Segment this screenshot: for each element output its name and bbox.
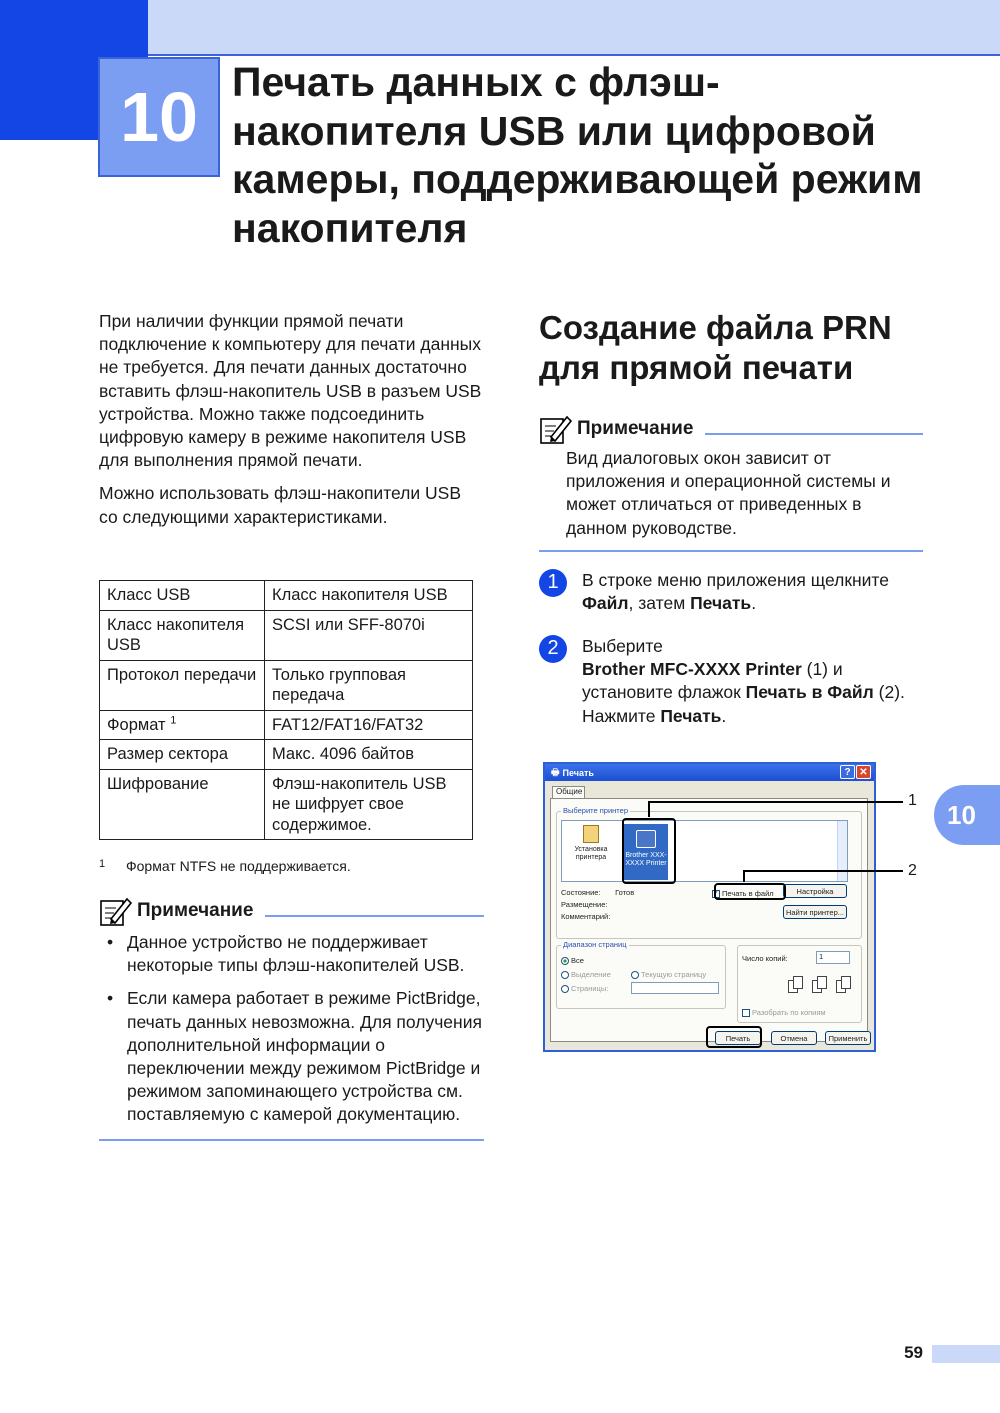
print-button[interactable]: Печать bbox=[715, 1031, 761, 1045]
note-box-left bbox=[99, 895, 484, 1141]
dialog-titlebar bbox=[545, 764, 874, 781]
highlight-printer bbox=[622, 818, 676, 884]
checkbox-checked-icon: ✓ bbox=[713, 890, 719, 898]
step-1 bbox=[539, 569, 927, 615]
add-printer-item[interactable]: Установка принтера bbox=[566, 825, 616, 862]
printer-item-brother[interactable]: Brother XXX-XXXX Printer bbox=[624, 824, 668, 880]
table-cell-value: Класс накопителя USB bbox=[265, 581, 473, 611]
print-to-file-checkbox[interactable]: ✓ Печать в файл bbox=[713, 889, 774, 898]
group-legend: Выберите принтер bbox=[563, 806, 628, 815]
table-row bbox=[100, 610, 473, 660]
table-cell-value: FAT12/FAT16/FAT32 bbox=[265, 710, 473, 740]
menu-print: Печать bbox=[690, 593, 752, 614]
dialog-title: Печать bbox=[562, 767, 594, 778]
list-scrollbar[interactable] bbox=[837, 821, 847, 881]
range-pages-radio[interactable]: Страницы: bbox=[561, 984, 608, 993]
list-item: • Данное устройство не поддерживает некоторые типы флэш-накопителей USB. bbox=[99, 931, 484, 977]
note-header bbox=[99, 895, 484, 927]
step-text: В строке меню приложения щелкните Файл, затем Печать. bbox=[582, 570, 889, 614]
page-range-group bbox=[556, 940, 726, 1009]
callout-line-1-drop bbox=[648, 801, 650, 817]
cancel-button[interactable]: Отмена bbox=[771, 1031, 817, 1045]
table-footnote bbox=[99, 858, 351, 874]
intro-paragraph-1: При наличии функции прямой печати подключение к компьютеру для печати данных не требуется. Для печати данных достаточно вставить флэш-накопитель USB в разъем USB устройства. Можно также подсоединить цифровую камеру в режиме накопителя USB для выполнения прямой печати. bbox=[99, 311, 482, 471]
table-cell-value: Флэш-накопитель USB не шифрует свое содержимое. bbox=[265, 769, 473, 840]
table-cell-label: Размер сектора bbox=[100, 740, 265, 770]
table-cell-label: Класс накопителя USB bbox=[100, 610, 265, 660]
step-number-badge: 1 bbox=[539, 569, 567, 597]
callout-line-1 bbox=[649, 801, 903, 803]
find-printer-button[interactable]: Найти принтер... bbox=[783, 905, 847, 919]
intro-text bbox=[99, 310, 484, 539]
comment-label: Комментарий: bbox=[561, 912, 611, 921]
intro-paragraph-2: Можно использовать флэш-накопители USB со следующими характеристиками. bbox=[99, 483, 462, 527]
close-icon[interactable]: ✕ bbox=[856, 765, 871, 779]
copies-group bbox=[737, 945, 862, 1023]
print-dialog-screenshot bbox=[543, 762, 876, 1052]
help-icon[interactable]: ? bbox=[840, 765, 855, 779]
status-row: Состояние: Готов bbox=[561, 888, 635, 897]
table-row bbox=[100, 660, 473, 710]
note-rule bbox=[265, 915, 484, 917]
range-selection-radio[interactable]: Выделение bbox=[561, 970, 611, 979]
table-cell-label: Класс USB bbox=[100, 581, 265, 611]
highlight-print-button bbox=[706, 1026, 762, 1048]
tab-general[interactable]: Общие bbox=[552, 786, 585, 799]
header-rule bbox=[148, 54, 1000, 56]
note-pencil-icon bbox=[539, 413, 573, 445]
table-row bbox=[100, 581, 473, 611]
list-item: • Если камера работает в режиме PictBridge, печать данных невозможна. Для получения дополнительной информации о переключении между режимом PictBridge и режимом запоминающего устройства см. поставляемую с камерой документацию. bbox=[99, 987, 484, 1126]
note-pencil-icon bbox=[99, 895, 133, 927]
table-row bbox=[100, 710, 473, 740]
collate-checkbox[interactable]: Разобрать по копиям bbox=[742, 1008, 826, 1017]
note-box-right bbox=[539, 413, 923, 552]
callout-line-2-drop bbox=[743, 870, 745, 882]
page-number: 59 bbox=[904, 1343, 923, 1362]
step-number-badge: 2 bbox=[539, 635, 567, 663]
select-printer-group bbox=[556, 806, 862, 939]
usb-spec-table bbox=[99, 580, 473, 840]
header-band bbox=[0, 0, 1000, 55]
range-all-radio[interactable]: Все bbox=[561, 956, 584, 965]
table-cell-label: Шифрование bbox=[100, 769, 265, 840]
printer-name: Brother MFC-XXXX Printer bbox=[582, 659, 802, 680]
printer-icon: 🖶 bbox=[551, 766, 560, 777]
footnote-number: 1 bbox=[99, 858, 106, 870]
range-current-radio[interactable]: Текущую страницу bbox=[631, 970, 706, 979]
print-to-file-label: Печать в Файл bbox=[745, 682, 874, 703]
table-cell-label: Протокол передачи bbox=[100, 660, 265, 710]
table-cell-value: Только групповая передача bbox=[265, 660, 473, 710]
callout-number-2: 2 bbox=[908, 862, 917, 879]
note-bottom-rule bbox=[539, 550, 923, 552]
table-cell-label bbox=[100, 710, 265, 740]
group-legend: Диапазон страниц bbox=[563, 940, 627, 949]
callout-number-1: 1 bbox=[908, 792, 917, 809]
note-list bbox=[99, 931, 484, 1127]
step-2 bbox=[539, 635, 927, 728]
note-label: Примечание bbox=[137, 900, 254, 921]
settings-button[interactable]: Настройка bbox=[783, 884, 847, 898]
status-value: Готов bbox=[615, 888, 635, 897]
note-header bbox=[539, 413, 923, 445]
section-title: Создание файла PRN для прямой печати bbox=[539, 309, 892, 386]
table-cell-value: SCSI или SFF-8070i bbox=[265, 610, 473, 660]
note-bottom-rule bbox=[99, 1139, 484, 1141]
chapter-title: Печать данных с флэш-накопителя USB или цифровой камеры, поддерживающей режим накопителя bbox=[232, 59, 923, 251]
page-number-bar bbox=[932, 1345, 1000, 1363]
note-label: Примечание bbox=[577, 418, 694, 439]
table-row bbox=[100, 740, 473, 770]
table-row bbox=[100, 769, 473, 840]
printer-list[interactable] bbox=[561, 820, 848, 882]
highlight-print-to-file bbox=[714, 883, 786, 900]
note-text: Вид диалоговых окон зависит от приложения и операционной системы и может отличаться от приведенных в данном руководстве. bbox=[566, 448, 891, 538]
chapter-side-tab: 10 bbox=[934, 785, 1000, 845]
format-label: Формат bbox=[107, 715, 166, 734]
collate-pages-icon bbox=[788, 974, 856, 996]
apply-button[interactable]: Применить bbox=[825, 1031, 871, 1045]
note-rule bbox=[705, 433, 923, 435]
add-printer-icon bbox=[583, 825, 599, 843]
table-cell-value: Макс. 4096 байтов bbox=[265, 740, 473, 770]
print-button-label: Печать bbox=[660, 705, 722, 726]
menu-file: Файл bbox=[582, 593, 629, 614]
dialog-panel bbox=[550, 798, 868, 1042]
pages-input[interactable] bbox=[631, 982, 719, 994]
callout-line-2 bbox=[744, 870, 903, 872]
copies-label: Число копий: bbox=[742, 954, 788, 963]
location-label: Размещение: bbox=[561, 900, 608, 909]
footnote-text: Формат NTFS не поддерживается. bbox=[126, 858, 351, 874]
chapter-number: 10 bbox=[98, 57, 220, 177]
footnote-ref: 1 bbox=[170, 714, 177, 726]
copies-input[interactable]: 1 bbox=[816, 951, 850, 964]
step-text: Выберите Brother MFC-XXXX Printer (1) и установите флажок Печать в Файл (2). Нажмите Печать. bbox=[582, 636, 905, 726]
